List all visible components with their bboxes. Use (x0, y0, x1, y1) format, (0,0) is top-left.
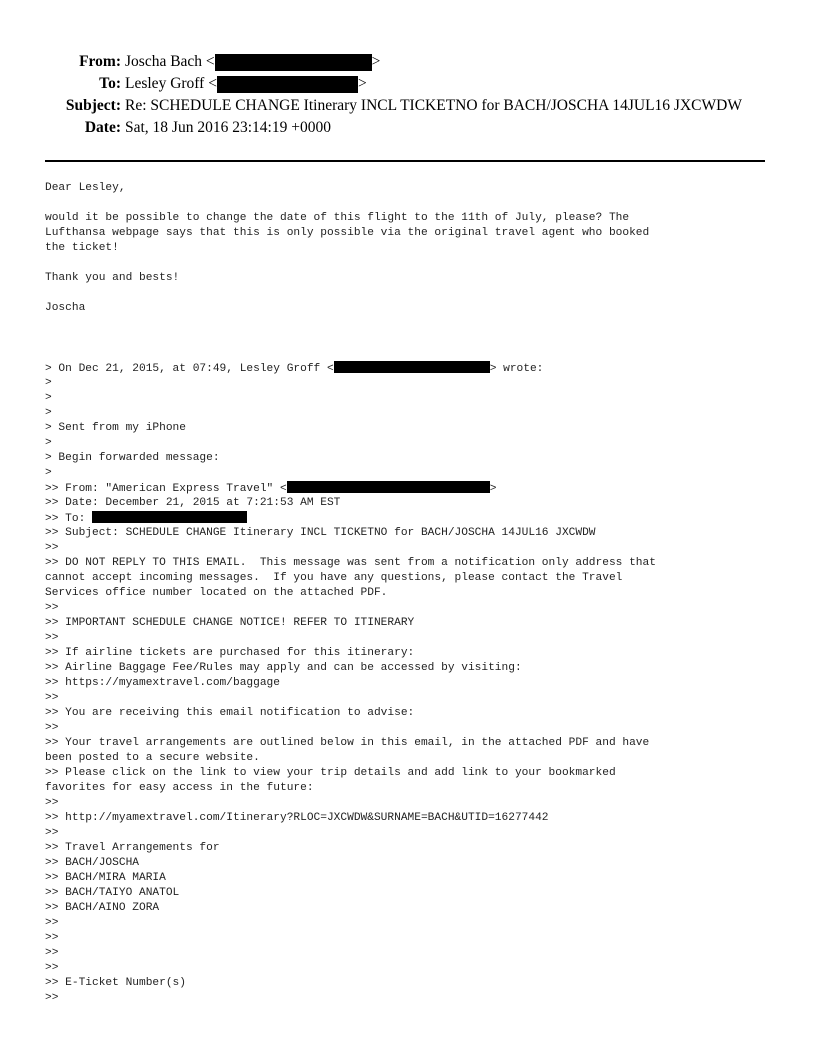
forwarded-date: >> Date: December 21, 2015 at 7:21:53 AM EST (45, 497, 341, 509)
eticket-heading: >> E-Ticket Number(s) (45, 977, 186, 989)
paragraph-line: favorites for easy access in the future: (45, 782, 314, 794)
quote-marker: >> (45, 602, 59, 614)
date-value: Sat, 18 Jun 2016 23:14:19 +0000 (125, 119, 331, 136)
to-label: To: (99, 75, 121, 92)
date-label: Date: (84, 119, 121, 136)
quote-marker: >> (45, 722, 59, 734)
paragraph-line: would it be possible to change the date of this flight to the 11th of July, please? The (45, 212, 630, 224)
paragraph-line: >> DO NOT REPLY TO THIS EMAIL. This message was sent from a notification only address that (45, 557, 656, 569)
from-label: From: (79, 53, 121, 70)
quote-marker: > (45, 392, 52, 404)
quote-marker: >> (45, 947, 59, 959)
traveler-name: >> BACH/TAIYO ANATOL (45, 887, 180, 899)
paragraph-line: been posted to a secure website. (45, 752, 260, 764)
paragraph-line: Services office number located on the attached PDF. (45, 587, 388, 599)
subject-row (0, 95, 816, 117)
quote-marker: >> (45, 932, 59, 944)
traveler-name: >> BACH/AINO ZORA (45, 902, 160, 914)
subject-label: Subject: (65, 97, 121, 114)
quote-marker: > (45, 467, 52, 479)
sent-from-line: > Sent from my iPhone (45, 422, 186, 434)
quote-intro: > On Dec 21, 2015, at 07:49, Lesley Groff < > wrote: (45, 363, 544, 375)
subject-value: Re: SCHEDULE CHANGE Itinerary INCL TICKETNO for BACH/JOSCHA 14JUL16 JXCWDW (125, 97, 742, 114)
quote-marker: > (45, 377, 52, 389)
from-value (125, 51, 380, 73)
traveler-name: >> BACH/JOSCHA (45, 857, 139, 869)
redacted-sender-email (287, 481, 490, 493)
forwarded-subject: >> Subject: SCHEDULE CHANGE Itinerary INCL TICKETNO for BACH/JOSCHA 14JUL16 JXCWDW (45, 527, 596, 539)
redacted-to-email (217, 76, 358, 93)
forwarded-from: >> From: "American Express Travel" < > (45, 483, 497, 495)
paragraph-line: Lufthansa webpage says that this is only possible via the original travel agent who booked (45, 227, 650, 239)
begin-forwarded-line: > Begin forwarded message: (45, 452, 220, 464)
email-header (0, 51, 816, 139)
baggage-link: >> https://myamextravel.com/baggage (45, 677, 280, 689)
quote-marker: > (45, 437, 52, 449)
important-notice: >> IMPORTANT SCHEDULE CHANGE NOTICE! REFER TO ITINERARY (45, 617, 415, 629)
to-row (0, 73, 816, 95)
quote-marker: >> (45, 962, 59, 974)
paragraph-line: the ticket! (45, 242, 119, 254)
header-divider (45, 160, 765, 162)
paragraph-line: >> Your travel arrangements are outlined below in this email, in the attached PDF and have (45, 737, 650, 749)
redacted-recipient-email (92, 511, 247, 523)
quote-marker: >> (45, 827, 59, 839)
paragraph-line: >> If airline tickets are purchased for this itinerary: (45, 647, 415, 659)
paragraph-line: >> Please click on the link to view your trip details and add link to your bookmarked (45, 767, 616, 779)
to-name: Lesley Groff < (125, 75, 217, 92)
greeting: Dear Lesley, (45, 182, 126, 194)
to-close: > (357, 75, 367, 92)
date-row (0, 117, 816, 139)
paragraph-line: cannot accept incoming messages. If you have any questions, please contact the Travel (45, 572, 623, 584)
paragraph-line: >> You are receiving this email notification to advise: (45, 707, 415, 719)
from-name: Joscha Bach < (125, 53, 215, 70)
itinerary-link: >> http://myamextravel.com/Itinerary?RLOC=JXCWDW&SURNAME=BACH&UTID=16277442 (45, 812, 549, 824)
travel-arrangements-heading: >> Travel Arrangements for (45, 842, 220, 854)
thanks-line: Thank you and bests! (45, 272, 180, 284)
quote-marker: >> (45, 917, 59, 929)
signature: Joscha (45, 302, 86, 314)
redacted-from-email (215, 54, 372, 71)
quote-marker: >> (45, 542, 59, 554)
quote-marker: >> (45, 692, 59, 704)
from-close: > (371, 53, 381, 70)
to-value (125, 73, 367, 95)
email-body (45, 181, 775, 1006)
quote-marker: >> (45, 797, 59, 809)
forwarded-to: >> To: (45, 511, 775, 526)
traveler-name: >> BACH/MIRA MARIA (45, 872, 166, 884)
from-row (0, 51, 816, 73)
quote-marker: >> (45, 992, 59, 1004)
paragraph-line: >> Airline Baggage Fee/Rules may apply and can be accessed by visiting: (45, 662, 522, 674)
redacted-quote-email (334, 361, 490, 373)
quote-marker: >> (45, 632, 59, 644)
quote-marker: > (45, 407, 52, 419)
